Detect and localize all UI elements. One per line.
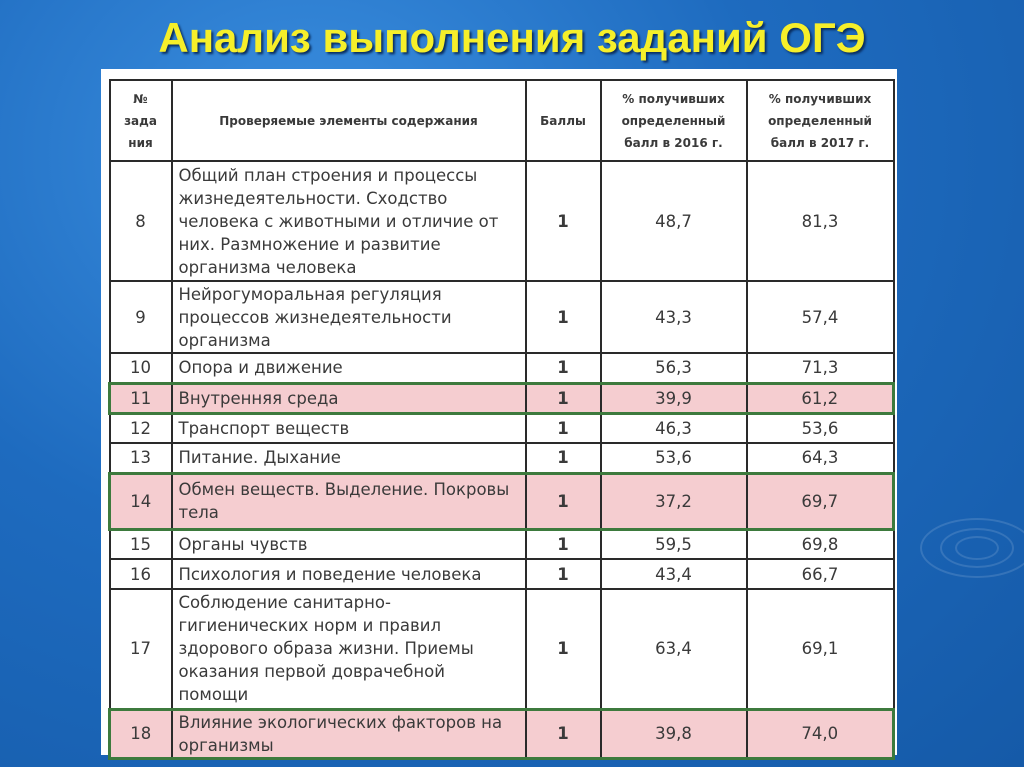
content-element-cell: Обмен веществ. Выделение. Покровы тела: [172, 473, 526, 529]
table-row: [110, 473, 894, 529]
content-element-cell: Общий план строения и процессы жизнедеятельности. Сходство человека с животными и отличие от них. Размножение и развитие организма человека: [172, 161, 526, 281]
table-row: [110, 709, 894, 758]
task-number-cell: 9: [110, 281, 172, 353]
percent-2016-cell: 43,3: [601, 281, 747, 353]
percent-2016-cell: 59,5: [601, 529, 747, 559]
points-cell: 1: [526, 709, 601, 758]
table-row: [110, 589, 894, 709]
content-element-cell: Психология и поведение человека: [172, 559, 526, 589]
table-row: [110, 443, 894, 473]
percent-2017-cell: 69,7: [747, 473, 894, 529]
percent-2017-cell: 69,1: [747, 589, 894, 709]
points-cell: 1: [526, 161, 601, 281]
percent-2016-cell: 56,3: [601, 353, 747, 383]
points-cell: 1: [526, 529, 601, 559]
content-element-cell: Опора и движение: [172, 353, 526, 383]
table-row: [110, 161, 894, 281]
task-number-cell: 8: [110, 161, 172, 281]
header-task-number: № зада ния: [110, 80, 172, 161]
header-points: Баллы: [526, 80, 601, 161]
percent-2017-cell: 81,3: [747, 161, 894, 281]
task-number-cell: 15: [110, 529, 172, 559]
percent-2016-cell: 46,3: [601, 413, 747, 443]
table-row: [110, 413, 894, 443]
percent-2017-cell: 61,2: [747, 383, 894, 413]
task-number-cell: 12: [110, 413, 172, 443]
percent-2017-cell: 69,8: [747, 529, 894, 559]
percent-2016-cell: 39,9: [601, 383, 747, 413]
points-cell: 1: [526, 443, 601, 473]
points-cell: 1: [526, 559, 601, 589]
table-row: [110, 559, 894, 589]
content-element-cell: Питание. Дыхание: [172, 443, 526, 473]
table-header-row: [110, 80, 894, 161]
content-element-cell: Транспорт веществ: [172, 413, 526, 443]
percent-2017-cell: 71,3: [747, 353, 894, 383]
percent-2017-cell: 57,4: [747, 281, 894, 353]
percent-2016-cell: 53,6: [601, 443, 747, 473]
points-cell: 1: [526, 413, 601, 443]
task-number-cell: 13: [110, 443, 172, 473]
table-row: [110, 281, 894, 353]
points-cell: 1: [526, 353, 601, 383]
page-title: Анализ выполнения заданий ОГЭ: [158, 14, 866, 61]
task-number-cell: 16: [110, 559, 172, 589]
percent-2017-cell: 66,7: [747, 559, 894, 589]
task-number-cell: 17: [110, 589, 172, 709]
percent-2016-cell: 63,4: [601, 589, 747, 709]
percent-2016-cell: 43,4: [601, 559, 747, 589]
percent-2016-cell: 37,2: [601, 473, 747, 529]
table-row: [110, 353, 894, 383]
content-element-cell: Органы чувств: [172, 529, 526, 559]
percent-2016-cell: 39,8: [601, 709, 747, 758]
percent-2017-cell: 53,6: [747, 413, 894, 443]
points-cell: 1: [526, 589, 601, 709]
content-element-cell: Соблюдение санитарно-гигиенических норм и правил здорового образа жизни. Приемы оказания первой доврачебной помощи: [172, 589, 526, 709]
points-cell: 1: [526, 383, 601, 413]
table-row: [110, 383, 894, 413]
percent-2017-cell: 74,0: [747, 709, 894, 758]
task-number-cell: 14: [110, 473, 172, 529]
results-table: [108, 79, 895, 760]
content-element-cell: Внутренняя среда: [172, 383, 526, 413]
table-row: [110, 529, 894, 559]
points-cell: 1: [526, 473, 601, 529]
task-number-cell: 18: [110, 709, 172, 758]
task-number-cell: 11: [110, 383, 172, 413]
results-sheet: [101, 69, 897, 755]
points-cell: 1: [526, 281, 601, 353]
percent-2016-cell: 48,7: [601, 161, 747, 281]
header-percent-2016: % получивших определенный балл в 2016 г.: [601, 80, 747, 161]
content-element-cell: Влияние экологических факторов на организмы: [172, 709, 526, 758]
header-percent-2017: % получивших определенный балл в 2017 г.: [747, 80, 894, 161]
percent-2017-cell: 64,3: [747, 443, 894, 473]
content-element-cell: Нейрогуморальная регуляция процессов жизнедеятельности организма: [172, 281, 526, 353]
decorative-ripple: [955, 536, 999, 560]
task-number-cell: 10: [110, 353, 172, 383]
header-content-elements: Проверяемые элементы содержания: [172, 80, 526, 161]
